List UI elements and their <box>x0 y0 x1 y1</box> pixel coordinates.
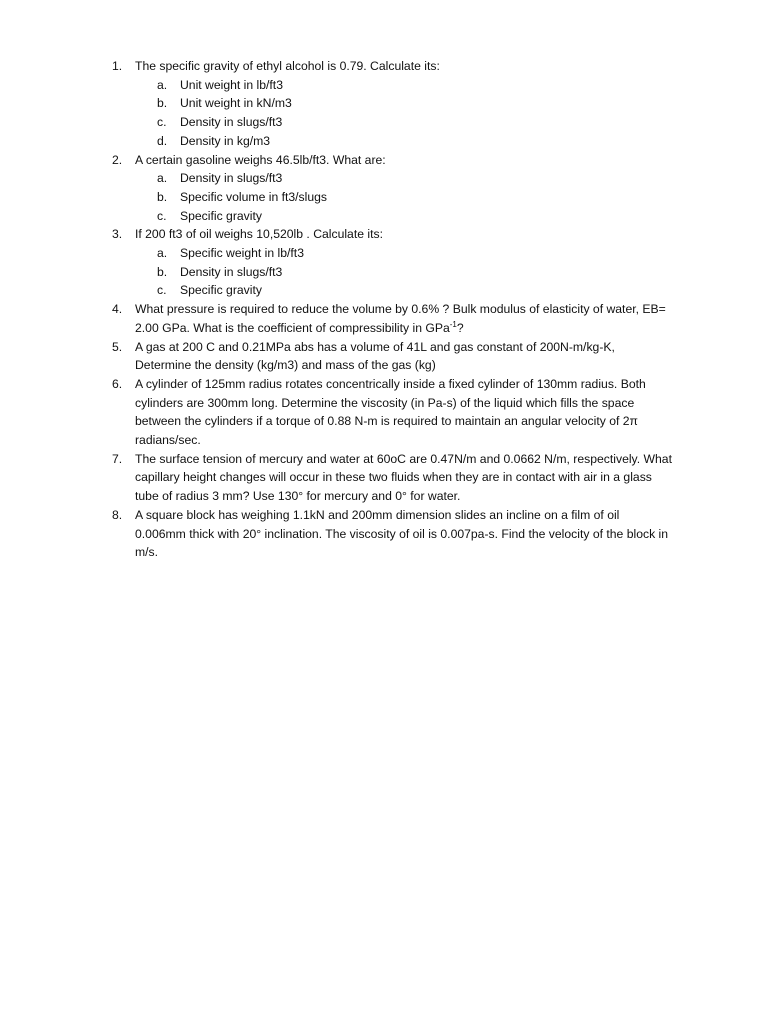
sub-question-item <box>135 113 672 132</box>
sub-question-text: Unit weight in kN/m3 <box>180 96 292 111</box>
question-number: 2. <box>112 152 123 167</box>
question-list <box>112 57 672 562</box>
question-text: The specific gravity of ethyl alcohol is 0.79. Calculate its: <box>135 59 440 73</box>
sub-question-letter: a. <box>157 171 168 186</box>
question-text: A gas at 200 C and 0.21MPa abs has a volume of 41L and gas constant of 200N-m/kg-K, Determine the density (kg/m3) and mass of the gas (kg) <box>135 339 615 373</box>
question-text: A certain gasoline weighs 46.5lb/ft3. What are: <box>135 152 386 167</box>
question-item <box>112 450 672 506</box>
sub-question-letter: a. <box>157 77 168 92</box>
sub-question-item <box>135 132 672 151</box>
sub-question-item <box>135 188 672 207</box>
sub-question-item <box>135 76 672 95</box>
question-item <box>112 338 672 375</box>
sub-question-letter: b. <box>157 264 168 279</box>
question-number: 5. <box>112 339 123 354</box>
sub-question-item <box>135 94 672 113</box>
sub-question-item <box>135 281 672 300</box>
sub-question-item <box>135 169 672 188</box>
sub-question-text: Specific gravity <box>180 208 262 223</box>
question-number: 4. <box>112 302 123 317</box>
sub-question-item <box>135 244 672 263</box>
question-item <box>112 506 672 562</box>
question-item <box>112 375 672 450</box>
sub-question-list <box>135 76 672 151</box>
sub-question-text: Density in slugs/ft3 <box>180 264 283 279</box>
question-number: 8. <box>112 507 123 522</box>
question-item <box>112 151 672 226</box>
sub-question-list <box>135 169 672 225</box>
question-number: 6. <box>112 376 123 391</box>
sub-question-text: Density in slugs/ft3 <box>180 115 283 130</box>
sub-question-list <box>135 244 672 300</box>
sub-question-text: Specific gravity <box>180 283 262 298</box>
question-item <box>112 225 672 300</box>
sub-question-text: Specific volume in ft3/slugs <box>180 189 327 204</box>
sub-question-text: Density in slugs/ft3 <box>180 171 283 186</box>
sub-question-item <box>135 263 672 282</box>
sub-question-item <box>135 207 672 226</box>
sub-question-text: Unit weight in lb/ft3 <box>180 77 283 92</box>
question-item <box>112 57 672 151</box>
question-number: 7. <box>112 451 123 466</box>
sub-question-text: Specific weight in lb/ft3 <box>180 246 304 261</box>
sub-question-text: Density in kg/m3 <box>180 133 271 148</box>
question-superscript: -1 <box>449 319 457 329</box>
sub-question-letter: c. <box>157 208 167 223</box>
question-text: A cylinder of 125mm radius rotates concentrically inside a fixed cylinder of 130mm radius. Both cylinders are 300mm long. Determine the viscosity (in Pa-s) of the liquid which fills the space between the cylinders if a torque of 0.88 N-m is required to maintain an angular velocity of 2π radians/sec. <box>135 376 646 448</box>
question-text: If 200 ft3 of oil weighs 10,520lb . Calculate its: <box>135 227 383 242</box>
question-number: 1. <box>112 59 123 73</box>
sub-question-letter: b. <box>157 96 168 111</box>
sub-question-letter: b. <box>157 189 168 204</box>
question-text: The surface tension of mercury and water at 60oC are 0.47N/m and 0.0662 N/m, respectively. What capillary height changes will occur in these two fluids when they are in contact with air in a glass tube of radius 3 mm? Use 130° for mercury and 0° for water. <box>135 451 672 504</box>
sub-question-letter: a. <box>157 246 168 261</box>
sub-question-letter: c. <box>157 283 167 298</box>
question-text-end: ? <box>456 320 464 335</box>
question-item <box>112 300 672 337</box>
sub-question-letter: d. <box>157 133 168 148</box>
question-number: 3. <box>112 227 123 242</box>
question-text: What pressure is required to reduce the volume by 0.6% ? Bulk modulus of elasticity of water, EB= 2.00 GPa. What is the coefficient of compressibility in GPa <box>135 302 666 335</box>
sub-question-letter: c. <box>157 115 167 130</box>
question-text: A square block has weighing 1.1kN and 200mm dimension slides an incline on a film of oil 0.006mm thick with 20° inclination. The viscosity of oil is 0.007pa-s. Find the velocity of the block in m/s. <box>135 507 669 560</box>
